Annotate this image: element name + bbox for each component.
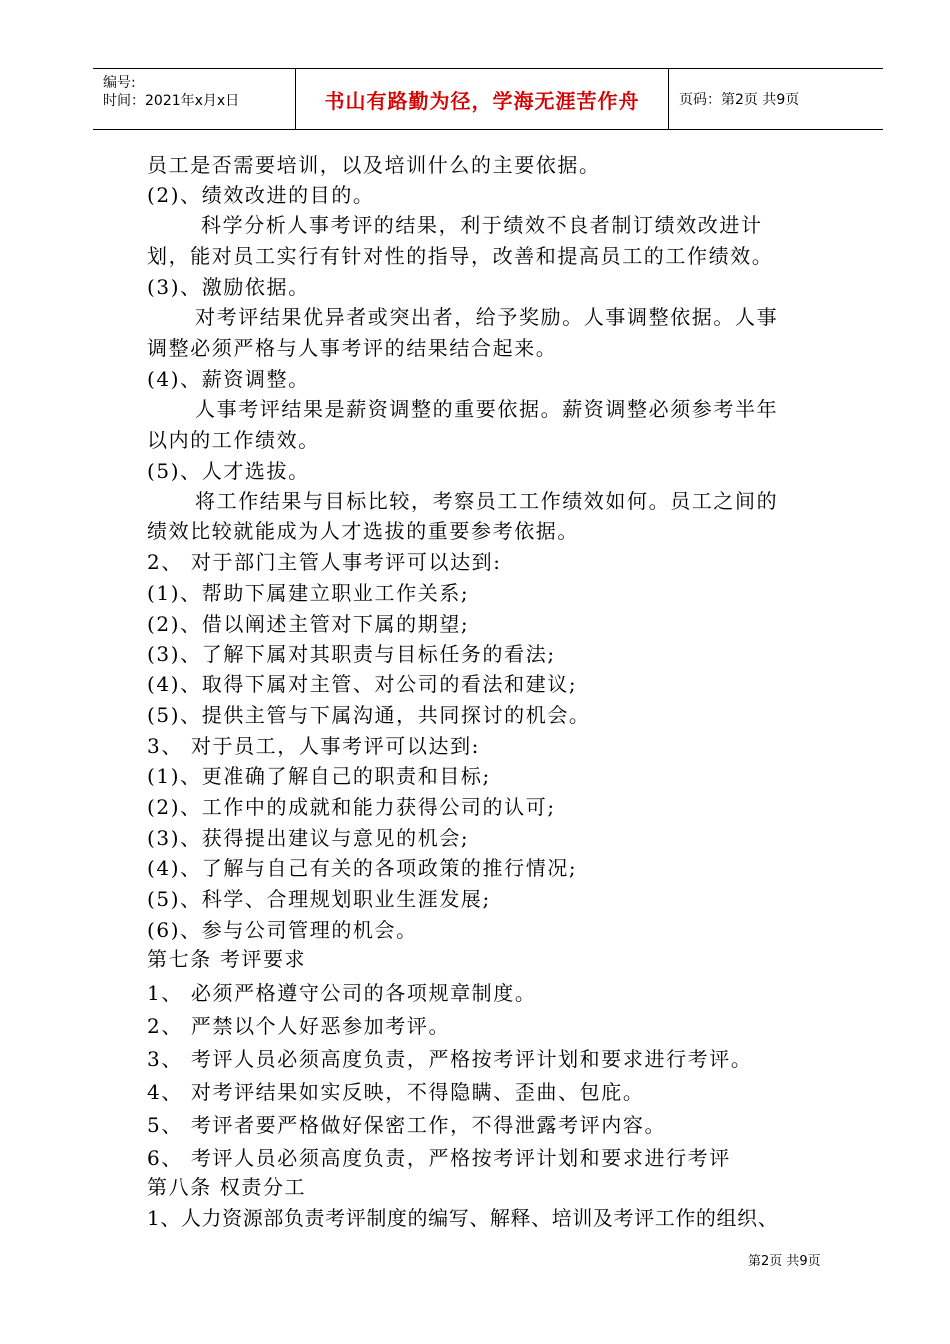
text-line: 1、 必须严格遵守公司的各项规章制度。 xyxy=(147,981,537,1005)
text-line: 科学分析人事考评的结果，利于绩效不良者制订绩效改进计 xyxy=(201,213,763,237)
page-footer: 第2页 共9页 xyxy=(748,1254,821,1269)
page-header xyxy=(93,68,883,130)
text-line: 以内的工作绩效。 xyxy=(147,428,320,452)
header-meta-cell xyxy=(93,69,296,129)
text-line: 3、 考评人员必须高度负责，严格按考评计划和要求进行考评。 xyxy=(147,1047,753,1071)
text-line: 6、 考评人员必须高度负责，严格按考评计划和要求进行考评 xyxy=(147,1146,731,1170)
text-line: (1)、帮助下属建立职业工作关系; xyxy=(147,581,470,605)
section-heading: 第七条 考评要求 xyxy=(147,947,307,971)
text-line: 3、 对于员工，人事考评可以达到: xyxy=(147,734,481,758)
text-line: 4、 对考评结果如实反映，不得隐瞒、歪曲、包庇。 xyxy=(147,1080,645,1104)
text-line: 人事考评结果是薪资调整的重要依据。薪资调整必须参考半年 xyxy=(195,397,779,421)
text-line: 2、 严禁以个人好恶参加考评。 xyxy=(147,1014,451,1038)
text-line: (3)、激励依据。 xyxy=(147,275,310,299)
serial-label: 编号: xyxy=(103,75,136,91)
text-line: 将工作结果与目标比较，考察员工工作绩效如何。员工之间的 xyxy=(195,489,779,513)
text-line: (5)、提供主管与下属沟通，共同探讨的机会。 xyxy=(147,703,591,727)
text-line: (4)、取得下属对主管、对公司的看法和建议; xyxy=(147,672,578,696)
text-line: 2、 对于部门主管人事考评可以达到: xyxy=(147,550,502,574)
page-info: 页码：第2页 共9页 xyxy=(679,92,800,108)
text-line: (3)、了解下属对其职责与目标任务的看法; xyxy=(147,642,556,666)
time-label: 时间：2021年x月x日 xyxy=(103,93,240,109)
header-page-cell xyxy=(669,69,883,129)
text-line: (4)、薪资调整。 xyxy=(147,367,310,391)
text-line: (2)、工作中的成就和能力获得公司的认可; xyxy=(147,795,556,819)
text-line: 对考评结果优异者或突出者，给予奖励。人事调整依据。人事 xyxy=(195,305,779,329)
text-line: 划，能对员工实行有针对性的指导，改善和提高员工的工作绩效。 xyxy=(147,244,774,268)
text-line: (4)、了解与自己有关的各项政策的推行情况; xyxy=(147,856,578,880)
text-line: (2)、绩效改进的目的。 xyxy=(147,183,375,207)
text-line: (2)、借以阐述主管对下属的期望; xyxy=(147,612,470,636)
text-line: (5)、科学、合理规划职业生涯发展; xyxy=(147,887,491,911)
text-line: (5)、人才选拔。 xyxy=(147,459,310,483)
text-line: (1)、更准确了解自己的职责和目标; xyxy=(147,764,491,788)
text-line: (3)、获得提出建议与意见的机会; xyxy=(147,826,470,850)
section-heading: 第八条 权责分工 xyxy=(147,1175,307,1199)
header-motto-cell xyxy=(296,69,669,129)
text-line: (6)、参与公司管理的机会。 xyxy=(147,918,418,942)
text-line: 绩效比较就能成为人才选拔的重要参考依据。 xyxy=(147,519,579,543)
text-line: 1、人力资源部负责考评制度的编写、解释、培训及考评工作的组织、 xyxy=(147,1206,779,1230)
motto-text: 书山有路勤为径，学海无涯苦作舟 xyxy=(324,88,640,113)
text-line: 调整必须严格与人事考评的结果结合起来。 xyxy=(147,336,558,360)
text-line: 员工是否需要培训，以及培训什么的主要依据。 xyxy=(147,153,601,177)
text-line: 5、 考评者要严格做好保密工作，不得泄露考评内容。 xyxy=(147,1113,667,1137)
